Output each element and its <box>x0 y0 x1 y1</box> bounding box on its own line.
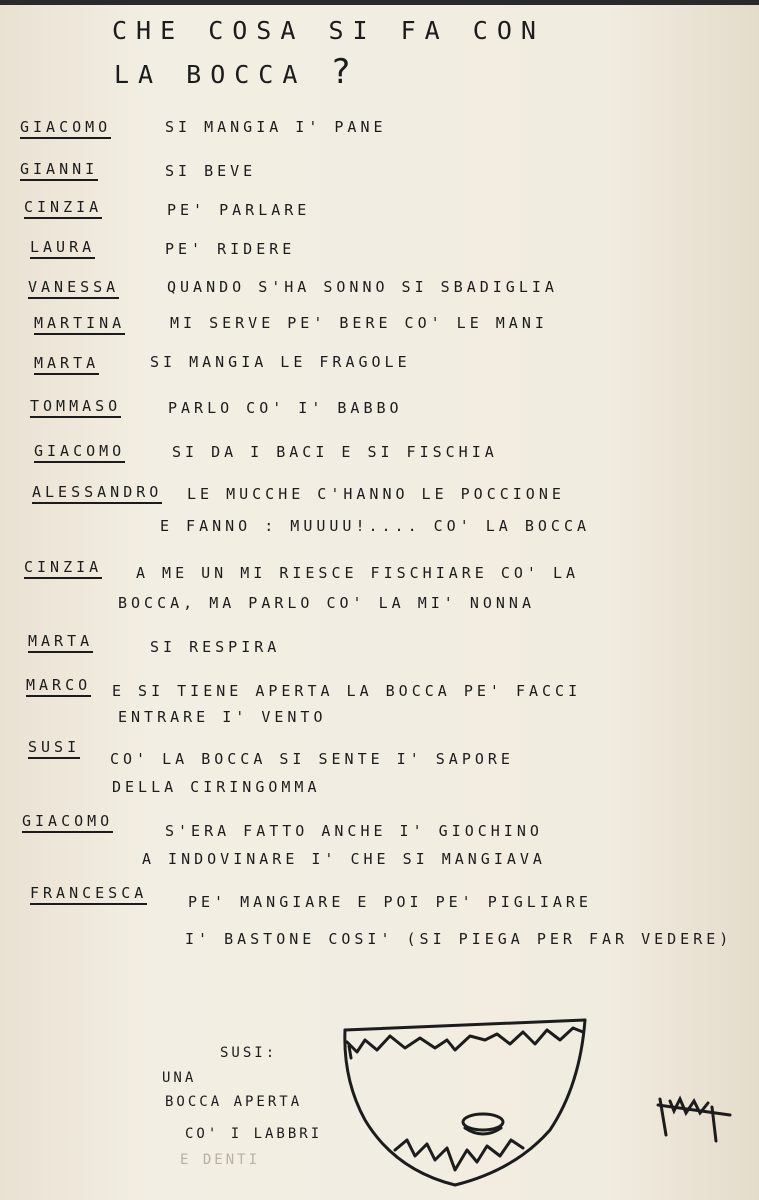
page-title-text: LA BOCCA <box>114 60 307 89</box>
speaker-name: GIACOMO <box>22 812 113 833</box>
speaker-name: MARTINA <box>34 314 125 335</box>
entry-line: I' BASTONE COSI' (SI PIEGA PER FAR VEDERE) <box>185 930 733 948</box>
caption-line: UNA <box>162 1070 197 1086</box>
page-title-line-1: CHE COSA SI FA CON <box>112 16 545 45</box>
entry-line: ENTRARE I' VENTO <box>118 708 327 726</box>
entry-line: QUANDO S'HA SONNO SI SBADIGLIA <box>167 278 558 296</box>
entry-line: DELLA CIRINGOMMA <box>112 778 321 796</box>
speaker-name: MARTA <box>28 632 93 653</box>
speaker-name: GIANNI <box>20 160 98 181</box>
top-edge <box>0 0 759 5</box>
entry-line: MI SERVE PE' BERE CO' LE MANI <box>170 314 548 332</box>
speaker-name: FRANCESCA <box>30 884 147 905</box>
entry-line: E FANNO : MUUUU!.... CO' LA BOCCA <box>160 517 591 535</box>
entry-line: SI MANGIA I' PANE <box>165 118 387 136</box>
entry-line: SI RESPIRA <box>150 638 281 656</box>
speaker-name: TOMMASO <box>30 397 121 418</box>
entry-line: SI BEVE <box>165 162 257 180</box>
entry-line: E SI TIENE APERTA LA BOCCA PE' FACCI <box>112 682 582 700</box>
speaker-name: GIACOMO <box>34 442 125 463</box>
speaker-name: SUSI <box>28 738 80 759</box>
entry-line: S'ERA FATTO ANCHE I' GIOCHINO <box>165 822 543 840</box>
entry-line: SI DA I BACI E SI FISCHIA <box>172 443 498 461</box>
caption-line: E DENTI <box>180 1152 261 1168</box>
entry-line: LE MUCCHE C'HANNO LE POCCIONE <box>187 485 565 503</box>
margin-scribble-icon <box>650 1085 740 1145</box>
entry-line: PE' RIDERE <box>165 240 296 258</box>
entry-line: PE' MANGIARE E POI PE' PIGLIARE <box>188 893 592 911</box>
question-mark: ? <box>330 52 351 92</box>
open-mouth-drawing-icon <box>335 1010 600 1195</box>
caption-line: BOCCA APERTA <box>165 1094 303 1110</box>
entry-line: BOCCA, MA PARLO CO' LA MI' NONNA <box>118 594 535 612</box>
speaker-name: CINZIA <box>24 558 102 579</box>
entry-line: PE' PARLARE <box>167 201 311 219</box>
entry-line: A INDOVINARE I' CHE SI MANGIAVA <box>142 850 546 868</box>
speaker-name: MARCO <box>26 676 91 697</box>
entry-line: CO' LA BOCCA SI SENTE I' SAPORE <box>110 750 514 768</box>
speaker-name: MARTA <box>34 354 99 375</box>
speaker-name: ALESSANDRO <box>32 483 162 504</box>
caption-line: CO' I LABBRI <box>185 1126 323 1142</box>
entry-line: A ME UN MI RIESCE FISCHIARE CO' LA <box>136 564 580 582</box>
speaker-name: VANESSA <box>28 278 119 299</box>
entry-line: SI MANGIA LE FRAGOLE <box>150 353 411 371</box>
page-title-line-2 <box>114 52 351 92</box>
caption-author: SUSI: <box>220 1045 278 1061</box>
entry-line: PARLO CO' I' BABBO <box>168 399 403 417</box>
speaker-name: CINZIA <box>24 198 102 219</box>
speaker-name: GIACOMO <box>20 118 111 139</box>
speaker-name: LAURA <box>30 238 95 259</box>
